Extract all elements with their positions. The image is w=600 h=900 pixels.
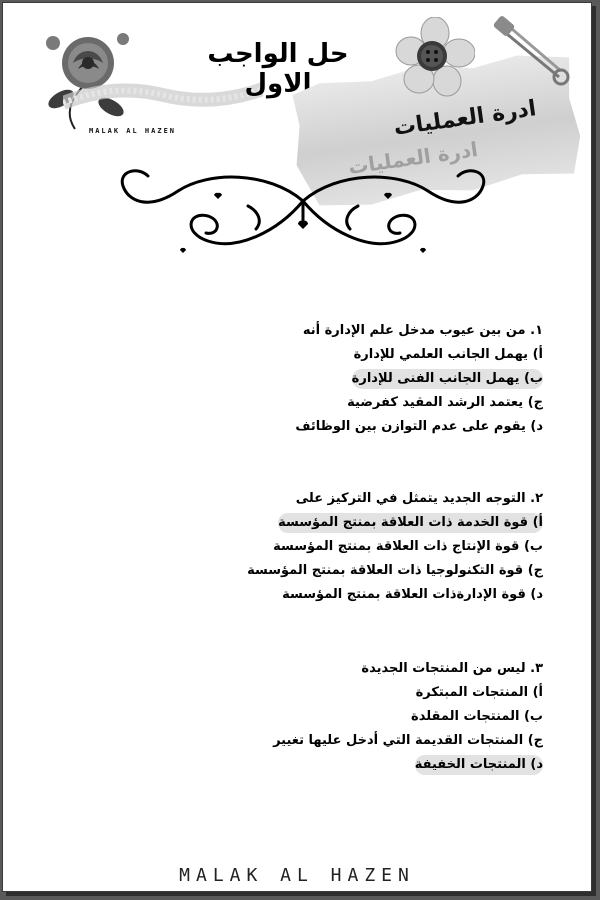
selected-option [295,367,543,391]
questions-section [3,3,591,891]
option-label: ج) [527,733,543,748]
question-number: ٢. [530,491,543,506]
question-text [273,657,543,681]
option [247,535,543,559]
selected-option [273,753,543,777]
option-text: يقوم على عدم التوازن بين الوظائف [295,419,526,434]
option-text: قوة الإدارةذات العلاقة بمنتج المؤسسة [282,587,526,602]
question-1 [295,319,543,439]
answer-highlight [278,513,543,533]
question-2 [247,487,543,607]
option-text: المنتجات القديمة التي أدخل عليها تغيير [273,733,524,748]
option-label: د) [530,587,543,602]
option-label: د) [530,757,543,772]
page-title: حل الواجب الاول [207,39,349,99]
option-text: المنتجات المقلدة [411,709,520,724]
option [273,729,543,753]
option-text: قوة الإنتاج ذات العلاقة بمنتج المؤسسة [273,539,520,554]
option-label: أ) [532,347,543,362]
option-text: قوة الخدمة ذات العلاقة بمنتج المؤسسة [278,515,529,530]
footer-signature: MALAK AL HAZEN [179,865,415,886]
option-label: أ) [532,685,543,700]
option-text: قوة التكنولوجيا ذات العلاقة بمنتج المؤسسة [247,563,524,578]
option-label: ب) [523,539,543,554]
subject-title: ادرة العمليات [392,96,538,141]
option [295,343,543,367]
question-stem: ليس من المنتجات الجديدة [361,661,526,676]
option-label: ب) [523,709,543,724]
question-stem: من بين عيوب مدخل علم الإدارة أنه [302,323,526,338]
option-text: يهمل الجانب العلمي للإدارة [353,347,529,362]
option [247,583,543,607]
answer-highlight [415,755,543,775]
small-signature: MALAK AL HAZEN [89,127,177,135]
answer-highlight [352,369,543,389]
question-3 [273,657,543,777]
option-text: يهمل الجانب الفنى للإدارة [351,371,520,386]
option [273,681,543,705]
option-label: ج) [527,395,543,410]
option-text: يعتمد الرشد المقيد كفرضية [347,395,524,410]
question-number: ١. [530,323,543,338]
question-stem: التوجه الجديد يتمثل في التركيز على [295,491,526,506]
worksheet-page [2,2,592,892]
option-label: د) [530,419,543,434]
option-text: المنتجات المبتكرة [415,685,529,700]
option-text: المنتجات الخفيفة [414,757,526,772]
option-label: ب) [523,371,543,386]
option [295,391,543,415]
question-text [247,487,543,511]
subject-title-shadow: ادرة العمليات [346,137,480,179]
question-number: ٣. [530,661,543,676]
question-text [295,319,543,343]
option-label: أ) [532,515,543,530]
selected-option [247,511,543,535]
option [273,705,543,729]
option-label: ج) [527,563,543,578]
option [247,559,543,583]
option [295,415,543,439]
